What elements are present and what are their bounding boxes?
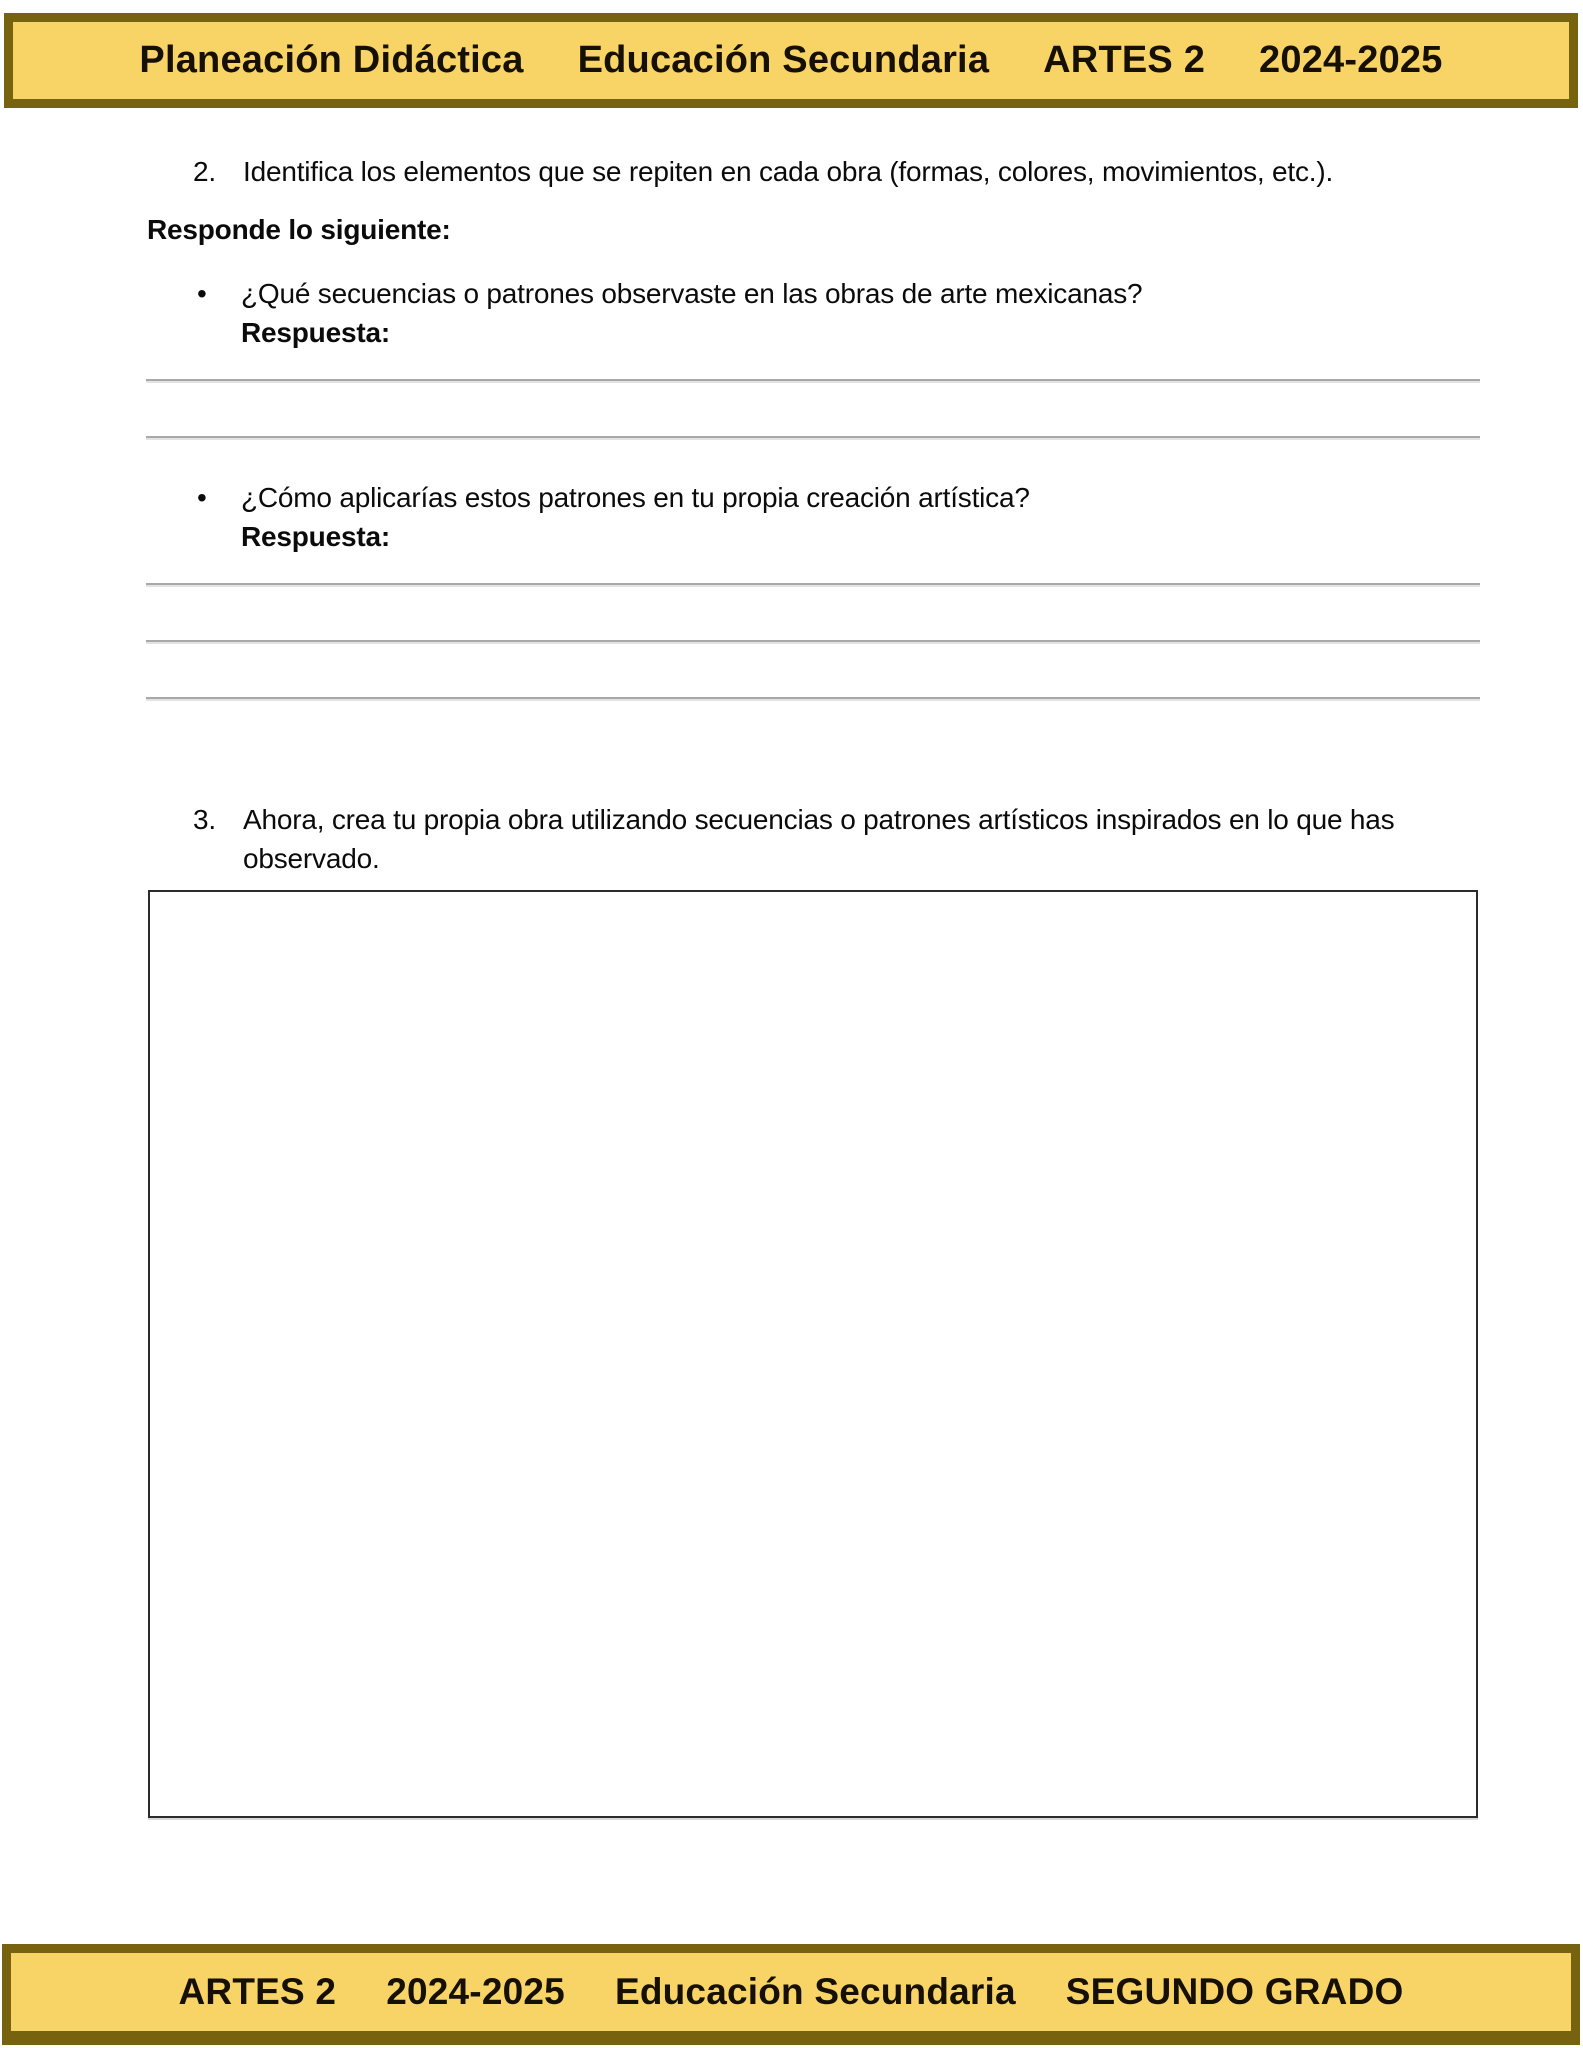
header-year-segment: 2024-2025 — [1259, 39, 1443, 81]
footer-banner — [2, 1944, 1580, 2045]
drawing-area-box — [148, 890, 1478, 1818]
footer-year-segment: 2024-2025 — [386, 1971, 565, 2012]
header-banner — [4, 13, 1578, 108]
bullet-icon: • — [197, 278, 207, 309]
header-subject-segment: ARTES 2 — [1043, 39, 1206, 81]
answer-line — [146, 379, 1480, 383]
footer-grade-segment: SEGUNDO GRADO — [1065, 1971, 1404, 2012]
footer-subject-segment: ARTES 2 — [178, 1971, 337, 2012]
answer-line — [146, 583, 1480, 587]
question-2-answer-label: Respuesta: — [241, 521, 390, 552]
answer-line — [146, 640, 1480, 644]
question-1-answer-label: Respuesta: — [241, 317, 390, 348]
answer-line — [146, 697, 1480, 701]
question-1-text: ¿Qué secuencias o patrones observaste en las obras de arte mexicanas? — [241, 278, 1143, 309]
question-2-block — [197, 478, 1497, 556]
answer-line — [146, 436, 1480, 440]
item-2-number: 2. — [193, 156, 216, 187]
question-1-block — [197, 274, 1497, 352]
bullet-icon: • — [197, 482, 207, 513]
header-title-segment: Planeación Didáctica — [139, 39, 524, 81]
header-level-segment: Educación Secundaria — [577, 39, 990, 81]
footer-level-segment: Educación Secundaria — [614, 1971, 1016, 2012]
instruction-item-3 — [193, 800, 1473, 878]
item-2-text: Identifica los elementos que se repiten en cada obra (formas, colores, movimientos, etc.). — [243, 156, 1334, 187]
question-2-text: ¿Cómo aplicarías estos patrones en tu propia creación artística? — [241, 482, 1030, 513]
prompt-heading: Responde lo siguiente: — [147, 214, 451, 245]
item-3-text: Ahora, crea tu propia obra utilizando secuencias o patrones artísticos inspirados en lo que has observado. — [243, 804, 1395, 874]
item-3-number: 3. — [193, 804, 216, 835]
instruction-item-2 — [193, 152, 1533, 191]
